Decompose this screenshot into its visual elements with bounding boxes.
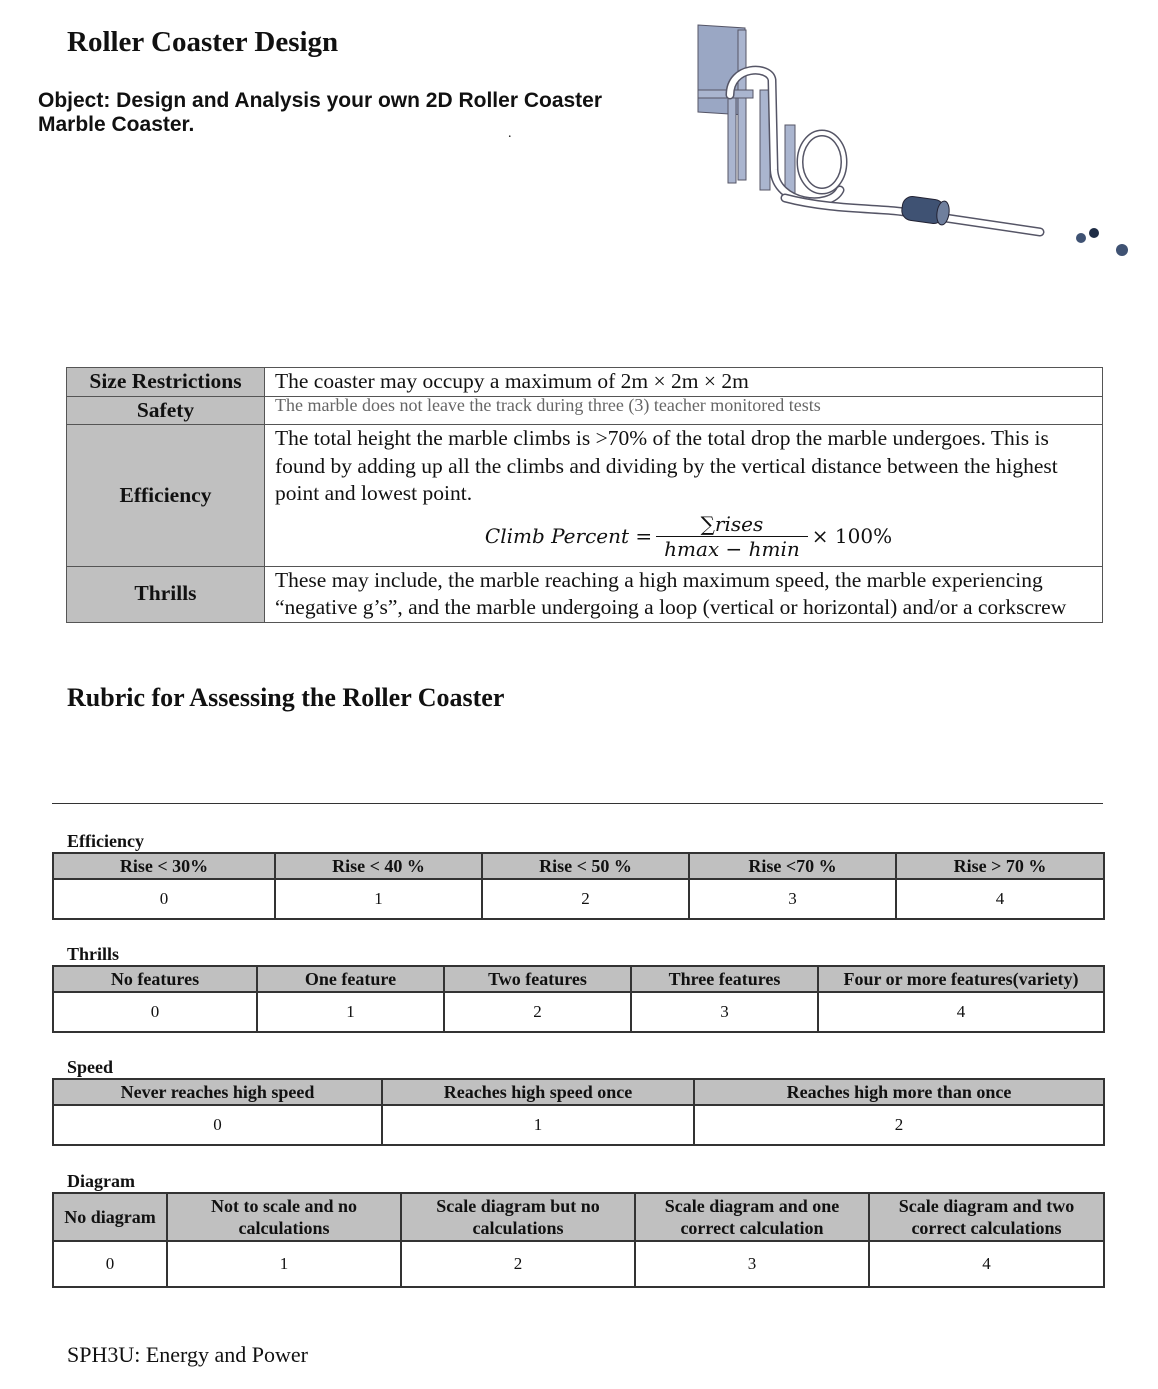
rubric-header: Rise < 30% (53, 853, 275, 879)
rubric-score: 4 (896, 879, 1104, 919)
rubric-header: One feature (257, 966, 444, 992)
rubric-score: 0 (53, 1105, 382, 1145)
rubric-diagram-table (52, 1192, 1105, 1288)
spec-label-efficiency: Efficiency (67, 425, 265, 567)
footer: SPH3U: Energy and Power (67, 1342, 308, 1367)
rubric-score: 1 (275, 879, 482, 919)
rubric-score: 2 (401, 1241, 635, 1287)
rubric-speed-table (52, 1078, 1105, 1146)
rubric-header: Not to scale and no calculations (167, 1193, 401, 1241)
spec-label-size: Size Restrictions (67, 368, 265, 397)
spec-row-thrills (67, 566, 1103, 622)
objective-line-1: Object: Design and Analysis your own 2D Roller Coaster (38, 89, 603, 112)
rubric-header: Scale diagram and one correct calculation (635, 1193, 869, 1241)
rubric-header: Scale diagram but no calculations (401, 1193, 635, 1241)
rubric-efficiency-table (52, 852, 1105, 920)
rubric-score: 1 (257, 992, 444, 1032)
spec-table (66, 367, 1103, 623)
rubric-score: 0 (53, 879, 275, 919)
rubric-header: No diagram (53, 1193, 167, 1241)
rubric-score: 3 (635, 1241, 869, 1287)
rubric-header: Rise <70 % (689, 853, 896, 879)
rubric-score: 2 (694, 1105, 1104, 1145)
rubric-score: 3 (689, 879, 896, 919)
rubric-header: Two features (444, 966, 631, 992)
rubric-thrills-table (52, 965, 1105, 1033)
rubric-heading: Rubric for Assessing the Roller Coaster (67, 683, 505, 712)
rubric-header: Reaches high speed once (382, 1079, 694, 1105)
rubric-header: No features (53, 966, 257, 992)
rubric-header: Reaches high more than once (694, 1079, 1104, 1105)
rubric-header: Scale diagram and two correct calculations (869, 1193, 1104, 1241)
climb-percent-formula (275, 508, 1102, 566)
spec-row-size (67, 368, 1103, 397)
rubric-score: 0 (53, 1241, 167, 1287)
rubric-diagram-title: Diagram (67, 1171, 135, 1191)
rubric-score: 1 (167, 1241, 401, 1287)
formula-lhs: Climb Percent = (484, 523, 653, 548)
divider (52, 803, 1103, 804)
spec-row-efficiency (67, 425, 1103, 567)
rubric-header: Three features (631, 966, 818, 992)
rubric-header: Never reaches high speed (53, 1079, 382, 1105)
rubric-header: Rise > 70 % (896, 853, 1104, 879)
spec-text-efficiency: The total height the marble climbs is >70% of the total drop the marble undergoes. This is found by adding up all the climbs and dividing by the vertical distance between the highest point and lowest point. (275, 426, 1058, 505)
stray-mark: . (508, 126, 512, 141)
formula-numerator: ∑rises (700, 512, 764, 536)
rubric-score: 0 (53, 992, 257, 1032)
rubric-score: 2 (482, 879, 689, 919)
spec-text-thrills: These may include, the marble reaching a high maximum speed, the marble experiencing “negative g’s”, and the marble undergoing a loop (vertical or horizontal) and/or a corkscrew (265, 566, 1103, 622)
rubric-header: Rise < 50 % (482, 853, 689, 879)
spec-row-safety (67, 396, 1103, 425)
page-title: Roller Coaster Design (67, 26, 339, 58)
spec-label-thrills: Thrills (67, 566, 265, 622)
formula-denominator: hmax − hmin (656, 536, 808, 561)
objective-line-2: Marble Coaster. (38, 113, 195, 136)
formula-tail: × 100% (811, 523, 893, 548)
rubric-score: 3 (631, 992, 818, 1032)
rubric-score: 4 (818, 992, 1104, 1032)
spec-text-size: The coaster may occupy a maximum of 2m × 2m × 2m (265, 368, 1103, 397)
rubric-header: Rise < 40 % (275, 853, 482, 879)
objective (38, 89, 602, 137)
spec-text-safety: The marble does not leave the track during three (3) teacher monitored tests (275, 396, 821, 415)
rubric-score: 2 (444, 992, 631, 1032)
spec-label-safety: Safety (67, 396, 265, 425)
rubric-score: 1 (382, 1105, 694, 1145)
rubric-speed-title: Speed (67, 1057, 114, 1077)
marble-coaster-illustration (690, 20, 1140, 265)
rubric-score: 4 (869, 1241, 1104, 1287)
rubric-header: Four or more features(variety) (818, 966, 1104, 992)
rubric-efficiency-title: Efficiency (67, 831, 144, 851)
rubric-thrills-title: Thrills (67, 944, 120, 964)
